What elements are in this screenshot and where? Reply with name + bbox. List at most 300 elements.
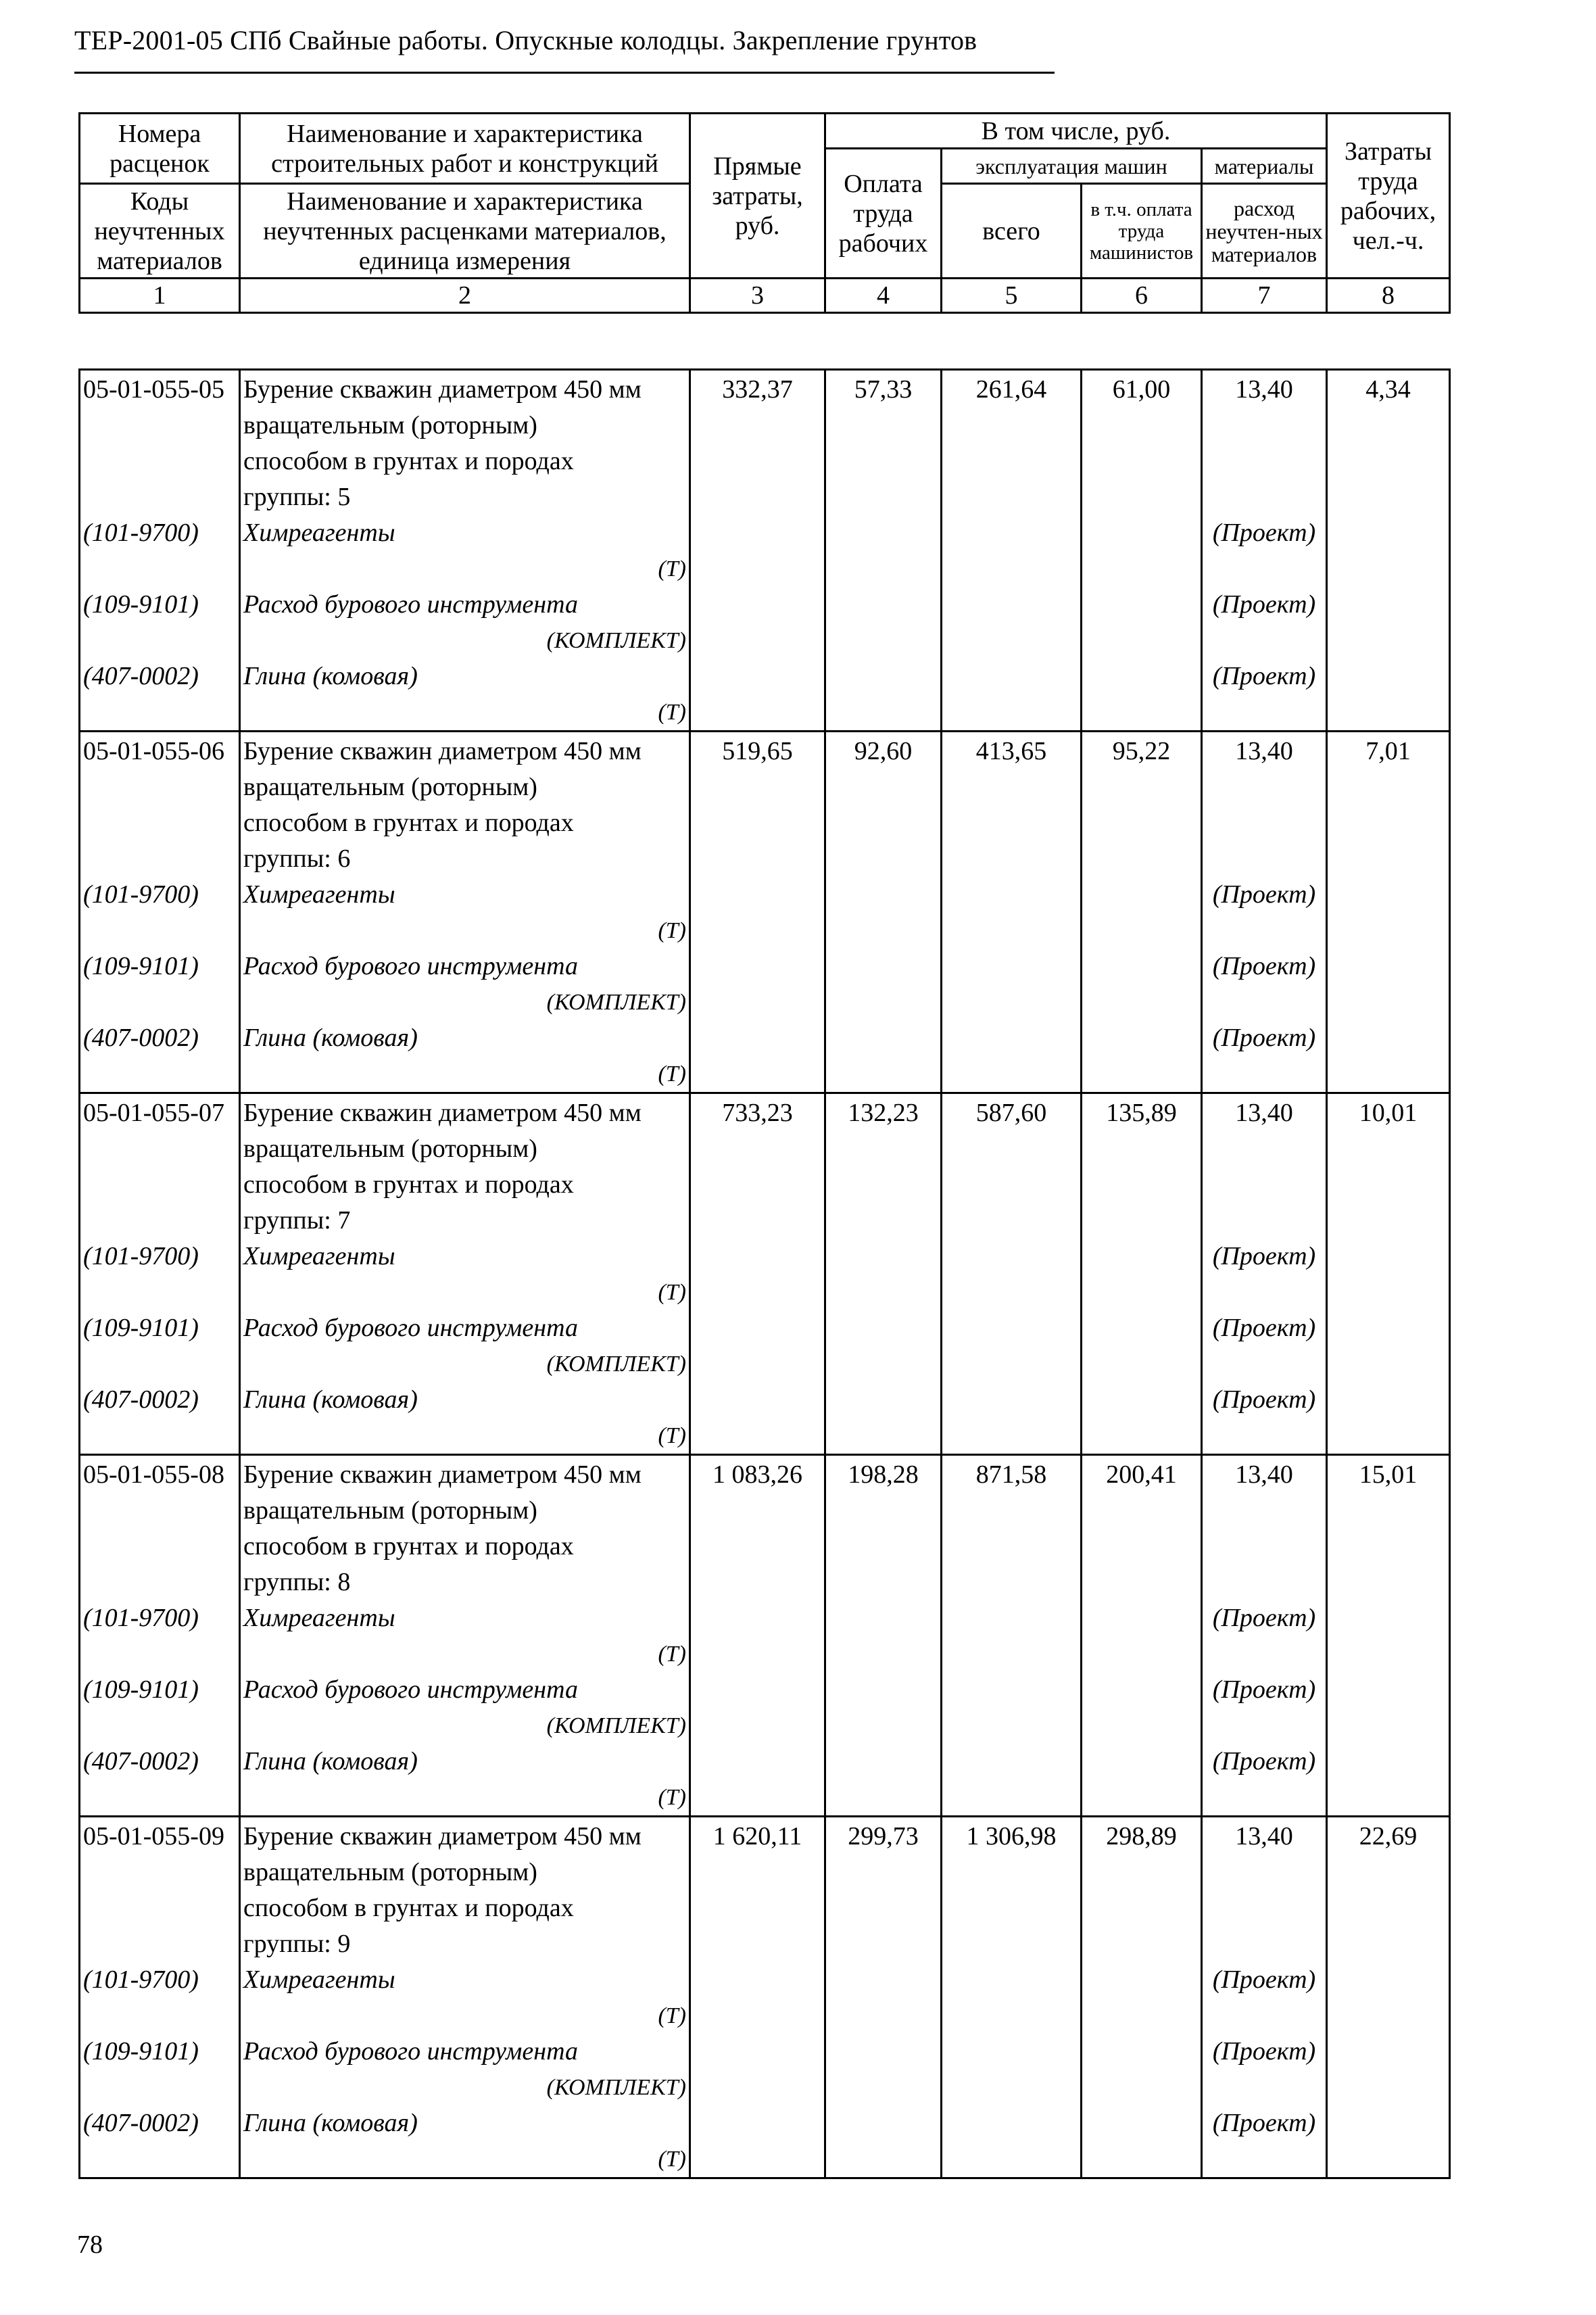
empty-cell — [825, 1167, 942, 1203]
empty-cell — [1082, 479, 1202, 515]
empty-cell — [690, 1310, 825, 1346]
page-header-title: ТЕР-2001-05 СПб Свайные работы. Опускные колодцы. Закрепление грунтов — [74, 25, 977, 55]
table-row — [80, 841, 1450, 877]
empty-cell — [825, 1056, 942, 1093]
empty-cell — [80, 1780, 240, 1817]
work-description-line: Бурение скважин диаметром 450 мм — [240, 370, 690, 408]
material-row — [80, 1672, 1450, 1708]
empty-cell — [1082, 587, 1202, 623]
empty-cell — [1327, 769, 1450, 805]
material-name: Расход бурового инструмента — [240, 587, 690, 623]
price-table — [78, 368, 1451, 2179]
empty-cell — [80, 841, 240, 877]
machines-total: 587,60 — [942, 1093, 1082, 1132]
material-unit-row — [80, 1998, 1450, 2034]
labor-pay: 92,60 — [825, 732, 942, 770]
empty-cell — [1082, 659, 1202, 694]
empty-cell — [1327, 1600, 1450, 1636]
material-row — [80, 515, 1450, 551]
empty-cell — [1202, 1565, 1327, 1600]
material-unit-row — [80, 623, 1450, 659]
empty-cell — [1082, 2141, 1202, 2178]
empty-cell — [825, 1600, 942, 1636]
material-code: (407-0002) — [80, 2105, 240, 2141]
material-row — [80, 1600, 1450, 1636]
work-description-line: Бурение скважин диаметром 450 мм — [240, 1817, 690, 1855]
empty-cell — [1202, 408, 1327, 444]
empty-cell — [80, 444, 240, 479]
empty-cell — [1082, 1239, 1202, 1274]
material-note: (Проект) — [1202, 1962, 1327, 1998]
rate-code: 05-01-055-07 — [80, 1093, 240, 1132]
material-unit-cell — [240, 2070, 690, 2105]
empty-cell — [1082, 1382, 1202, 1418]
empty-cell — [690, 841, 825, 877]
material-name: Глина (комовая) — [240, 659, 690, 694]
work-description-line: вращательным (роторным) — [240, 408, 690, 444]
work-description-line: вращательным (роторным) — [240, 1855, 690, 1890]
empty-cell — [1082, 984, 1202, 1020]
empty-cell — [690, 2141, 825, 2178]
material-code: (109-9101) — [80, 1672, 240, 1708]
empty-cell — [80, 913, 240, 949]
material-unit-row — [80, 1056, 1450, 1093]
empty-cell — [80, 1998, 240, 2034]
empty-cell — [825, 805, 942, 841]
empty-cell — [1327, 515, 1450, 551]
empty-cell — [942, 1346, 1082, 1382]
empty-cell — [1327, 587, 1450, 623]
material-unit-cell — [240, 623, 690, 659]
material-row — [80, 587, 1450, 623]
empty-cell — [1202, 769, 1327, 805]
empty-cell — [825, 2105, 942, 2141]
header-material-description: Наименование и характеристика неучтенных расценками материалов, единица измерения — [240, 184, 690, 279]
empty-cell — [690, 1600, 825, 1636]
empty-cell — [1202, 1167, 1327, 1203]
work-description-line: Бурение скважин диаметром 450 мм — [240, 1093, 690, 1132]
empty-cell — [825, 841, 942, 877]
empty-cell — [1327, 949, 1450, 984]
material-unit: (КОМПЛЕКТ) — [546, 990, 686, 1015]
table-row — [80, 1565, 1450, 1600]
empty-cell — [690, 1418, 825, 1455]
rate-code: 05-01-055-05 — [80, 370, 240, 408]
table-row — [80, 769, 1450, 805]
material-unit-row — [80, 1274, 1450, 1310]
empty-cell — [1327, 1855, 1450, 1890]
empty-cell — [80, 1636, 240, 1672]
material-code: (101-9700) — [80, 1239, 240, 1274]
empty-cell — [690, 1382, 825, 1418]
empty-cell — [690, 1962, 825, 1998]
material-row — [80, 2034, 1450, 2070]
machines-total: 413,65 — [942, 732, 1082, 770]
empty-cell — [942, 1382, 1082, 1418]
material-unit-cell — [240, 984, 690, 1020]
empty-cell — [825, 1926, 942, 1962]
empty-cell — [80, 1346, 240, 1382]
machinists-pay: 61,00 — [1082, 370, 1202, 408]
empty-cell — [825, 587, 942, 623]
material-unit-cell — [240, 694, 690, 732]
empty-cell — [690, 1167, 825, 1203]
empty-cell — [1082, 1310, 1202, 1346]
material-note: (Проект) — [1202, 2034, 1327, 2070]
material-unit-row — [80, 1708, 1450, 1744]
empty-cell — [942, 769, 1082, 805]
empty-cell — [1327, 1890, 1450, 1926]
empty-cell — [1327, 659, 1450, 694]
empty-cell — [825, 694, 942, 732]
empty-cell — [1082, 1131, 1202, 1167]
table-row — [80, 1093, 1450, 1132]
material-note: (Проект) — [1202, 949, 1327, 984]
empty-cell — [1202, 2070, 1327, 2105]
material-unit: (КОМПЛЕКТ) — [546, 2075, 686, 2100]
empty-cell — [942, 1890, 1082, 1926]
empty-cell — [1202, 1780, 1327, 1817]
material-code: (109-9101) — [80, 949, 240, 984]
material-unit-cell — [240, 1636, 690, 1672]
empty-cell — [942, 659, 1082, 694]
material-name: Расход бурового инструмента — [240, 949, 690, 984]
work-description-line: Бурение скважин диаметром 450 мм — [240, 732, 690, 770]
material-unit: (КОМПЛЕКТ) — [546, 1352, 686, 1377]
empty-cell — [80, 1167, 240, 1203]
table-row — [80, 370, 1450, 408]
table-row — [80, 1203, 1450, 1239]
material-unit: (Т) — [658, 918, 686, 943]
table-row — [80, 1817, 1450, 1855]
table-row — [80, 408, 1450, 444]
material-row — [80, 1020, 1450, 1056]
empty-cell — [690, 913, 825, 949]
empty-cell — [690, 1780, 825, 1817]
empty-cell — [1327, 1418, 1450, 1455]
material-unit-cell — [240, 1998, 690, 2034]
empty-cell — [942, 1529, 1082, 1565]
empty-cell — [80, 1131, 240, 1167]
empty-cell — [942, 694, 1082, 732]
empty-cell — [1327, 877, 1450, 913]
material-code: (101-9700) — [80, 877, 240, 913]
empty-cell — [942, 1167, 1082, 1203]
material-unit: (Т) — [658, 1642, 686, 1667]
empty-cell — [690, 1239, 825, 1274]
empty-cell — [1202, 479, 1327, 515]
machinists-pay: 298,89 — [1082, 1817, 1202, 1855]
empty-cell — [1327, 913, 1450, 949]
empty-cell — [942, 587, 1082, 623]
empty-cell — [1082, 2034, 1202, 2070]
empty-cell — [1082, 551, 1202, 587]
empty-cell — [1202, 444, 1327, 479]
table-header — [78, 112, 1451, 314]
empty-cell — [1082, 1418, 1202, 1455]
empty-cell — [942, 1744, 1082, 1780]
labor-hours: 4,34 — [1327, 370, 1450, 408]
empty-cell — [1082, 515, 1202, 551]
empty-cell — [825, 877, 942, 913]
empty-cell — [1082, 1855, 1202, 1890]
empty-cell — [825, 1855, 942, 1890]
material-code: (101-9700) — [80, 1600, 240, 1636]
empty-cell — [825, 1780, 942, 1817]
material-unit-cell — [240, 1708, 690, 1744]
material-row — [80, 949, 1450, 984]
work-description-line: способом в грунтах и породах — [240, 805, 690, 841]
work-description-line: группы: 6 — [240, 841, 690, 877]
empty-cell — [1202, 1636, 1327, 1672]
empty-cell — [1082, 1274, 1202, 1310]
empty-cell — [825, 2141, 942, 2178]
empty-cell — [690, 479, 825, 515]
column-number: 2 — [240, 279, 690, 313]
empty-cell — [825, 1274, 942, 1310]
material-code: (101-9700) — [80, 1962, 240, 1998]
empty-cell — [690, 694, 825, 732]
empty-cell — [942, 949, 1082, 984]
empty-cell — [690, 1890, 825, 1926]
empty-cell — [825, 1708, 942, 1744]
empty-cell — [942, 479, 1082, 515]
empty-cell — [1082, 1890, 1202, 1926]
material-row — [80, 659, 1450, 694]
empty-cell — [1082, 949, 1202, 984]
empty-cell — [690, 984, 825, 1020]
empty-cell — [825, 1310, 942, 1346]
empty-cell — [690, 1636, 825, 1672]
empty-cell — [1327, 984, 1450, 1020]
header-rule — [74, 72, 1055, 74]
work-description-line: вращательным (роторным) — [240, 1493, 690, 1529]
empty-cell — [690, 1493, 825, 1529]
material-unit-row — [80, 1636, 1450, 1672]
empty-cell — [80, 1493, 240, 1529]
empty-cell — [690, 2070, 825, 2105]
work-description-line: группы: 7 — [240, 1203, 690, 1239]
empty-cell — [825, 1962, 942, 1998]
machines-total: 871,58 — [942, 1455, 1082, 1494]
material-name: Расход бурового инструмента — [240, 2034, 690, 2070]
empty-cell — [1202, 805, 1327, 841]
empty-cell — [1327, 694, 1450, 732]
material-code: (109-9101) — [80, 2034, 240, 2070]
empty-cell — [825, 408, 942, 444]
empty-cell — [1327, 2105, 1450, 2141]
empty-cell — [1082, 1600, 1202, 1636]
empty-cell — [825, 623, 942, 659]
material-row — [80, 1744, 1450, 1780]
material-name: Химреагенты — [240, 1962, 690, 1998]
empty-cell — [1202, 1926, 1327, 1962]
empty-cell — [942, 2034, 1082, 2070]
empty-cell — [80, 408, 240, 444]
material-row — [80, 1310, 1450, 1346]
material-unit-row — [80, 1418, 1450, 1455]
material-unit: (Т) — [658, 1280, 686, 1305]
empty-cell — [1327, 1310, 1450, 1346]
empty-cell — [1082, 769, 1202, 805]
column-number: 8 — [1327, 279, 1450, 313]
table-row — [80, 1493, 1450, 1529]
empty-cell — [1327, 1274, 1450, 1310]
material-unit: (Т) — [658, 2003, 686, 2028]
material-unit-row — [80, 2141, 1450, 2178]
material-unit-cell — [240, 913, 690, 949]
empty-cell — [690, 1346, 825, 1382]
empty-cell — [1327, 1239, 1450, 1274]
empty-cell — [80, 769, 240, 805]
empty-cell — [690, 551, 825, 587]
material-note: (Проект) — [1202, 1310, 1327, 1346]
empty-cell — [1202, 1855, 1327, 1890]
header-unaccounted-materials: расход неучтен-ных материалов — [1202, 184, 1327, 279]
machines-total: 1 306,98 — [942, 1817, 1082, 1855]
material-note: (Проект) — [1202, 1600, 1327, 1636]
material-unit: (Т) — [658, 1785, 686, 1810]
table-row — [80, 1529, 1450, 1565]
material-name: Химреагенты — [240, 877, 690, 913]
empty-cell — [80, 1708, 240, 1744]
empty-cell — [690, 1565, 825, 1600]
empty-cell — [1082, 1493, 1202, 1529]
work-description-line: группы: 5 — [240, 479, 690, 515]
material-unit: (Т) — [658, 1423, 686, 1448]
material-note: (Проект) — [1202, 1020, 1327, 1056]
empty-cell — [825, 1998, 942, 2034]
empty-cell — [690, 1855, 825, 1890]
empty-cell — [825, 659, 942, 694]
header-materials-group: материалы — [1202, 149, 1327, 184]
direct-costs: 733,23 — [690, 1093, 825, 1132]
empty-cell — [942, 1274, 1082, 1310]
empty-cell — [942, 1998, 1082, 2034]
empty-cell — [1082, 1962, 1202, 1998]
empty-cell — [1327, 408, 1450, 444]
material-row — [80, 1382, 1450, 1418]
empty-cell — [690, 1744, 825, 1780]
empty-cell — [942, 877, 1082, 913]
table-row — [80, 444, 1450, 479]
empty-cell — [80, 1890, 240, 1926]
material-unit: (Т) — [658, 2147, 686, 2172]
empty-cell — [942, 2141, 1082, 2178]
material-code: (109-9101) — [80, 587, 240, 623]
empty-cell — [825, 1239, 942, 1274]
empty-cell — [1327, 805, 1450, 841]
empty-cell — [1202, 1998, 1327, 2034]
empty-cell — [1327, 1780, 1450, 1817]
header-work-description: Наименование и характеристика строительных работ и конструкций — [240, 114, 690, 184]
empty-cell — [942, 1780, 1082, 1817]
header-labor-pay: Оплата труда рабочих — [825, 149, 942, 279]
materials-cost: 13,40 — [1202, 1455, 1327, 1494]
material-unit-row — [80, 2070, 1450, 2105]
empty-cell — [80, 623, 240, 659]
material-note: (Проект) — [1202, 1744, 1327, 1780]
empty-cell — [825, 913, 942, 949]
empty-cell — [1082, 1998, 1202, 2034]
empty-cell — [690, 1672, 825, 1708]
work-description-line: Бурение скважин диаметром 450 мм — [240, 1455, 690, 1494]
empty-cell — [1327, 479, 1450, 515]
table-row — [80, 1455, 1450, 1494]
empty-cell — [942, 913, 1082, 949]
empty-cell — [942, 1636, 1082, 1672]
material-unit-cell — [240, 2141, 690, 2178]
empty-cell — [825, 2070, 942, 2105]
empty-cell — [1082, 1636, 1202, 1672]
empty-cell — [825, 1203, 942, 1239]
empty-cell — [1202, 841, 1327, 877]
empty-cell — [825, 1131, 942, 1167]
empty-cell — [1202, 1890, 1327, 1926]
material-name: Глина (комовая) — [240, 1020, 690, 1056]
empty-cell — [825, 551, 942, 587]
empty-cell — [942, 444, 1082, 479]
material-note: (Проект) — [1202, 877, 1327, 913]
machinists-pay: 200,41 — [1082, 1455, 1202, 1494]
labor-hours: 15,01 — [1327, 1455, 1450, 1494]
material-note: (Проект) — [1202, 1672, 1327, 1708]
empty-cell — [1327, 1962, 1450, 1998]
empty-cell — [825, 1382, 942, 1418]
empty-cell — [942, 1418, 1082, 1455]
empty-cell — [1082, 1744, 1202, 1780]
empty-cell — [690, 1926, 825, 1962]
empty-cell — [1202, 1418, 1327, 1455]
materials-cost: 13,40 — [1202, 1093, 1327, 1132]
empty-cell — [1082, 1780, 1202, 1817]
empty-cell — [1082, 1203, 1202, 1239]
empty-cell — [942, 515, 1082, 551]
empty-cell — [1082, 2070, 1202, 2105]
empty-cell — [1082, 694, 1202, 732]
empty-cell — [942, 1672, 1082, 1708]
labor-hours: 7,01 — [1327, 732, 1450, 770]
empty-cell — [825, 1744, 942, 1780]
column-number: 6 — [1082, 279, 1202, 313]
material-code: (407-0002) — [80, 1020, 240, 1056]
material-name: Глина (комовая) — [240, 1744, 690, 1780]
labor-pay: 198,28 — [825, 1455, 942, 1494]
empty-cell — [80, 1418, 240, 1455]
empty-cell — [1082, 913, 1202, 949]
empty-cell — [80, 1203, 240, 1239]
empty-cell — [942, 1493, 1082, 1529]
header-machinists-pay: в т.ч. оплата труда машинистов — [1082, 184, 1202, 279]
empty-cell — [80, 1274, 240, 1310]
empty-cell — [1082, 2105, 1202, 2141]
materials-cost: 13,40 — [1202, 732, 1327, 770]
empty-cell — [1327, 1382, 1450, 1418]
empty-cell — [942, 1131, 1082, 1167]
table-row — [80, 805, 1450, 841]
empty-cell — [942, 984, 1082, 1020]
empty-cell — [825, 1636, 942, 1672]
empty-cell — [1202, 1056, 1327, 1093]
empty-cell — [690, 444, 825, 479]
empty-cell — [825, 1890, 942, 1926]
material-unit-row — [80, 913, 1450, 949]
empty-cell — [1327, 1565, 1450, 1600]
column-number: 1 — [80, 279, 240, 313]
material-row — [80, 877, 1450, 913]
material-unit-row — [80, 1780, 1450, 1817]
empty-cell — [80, 805, 240, 841]
